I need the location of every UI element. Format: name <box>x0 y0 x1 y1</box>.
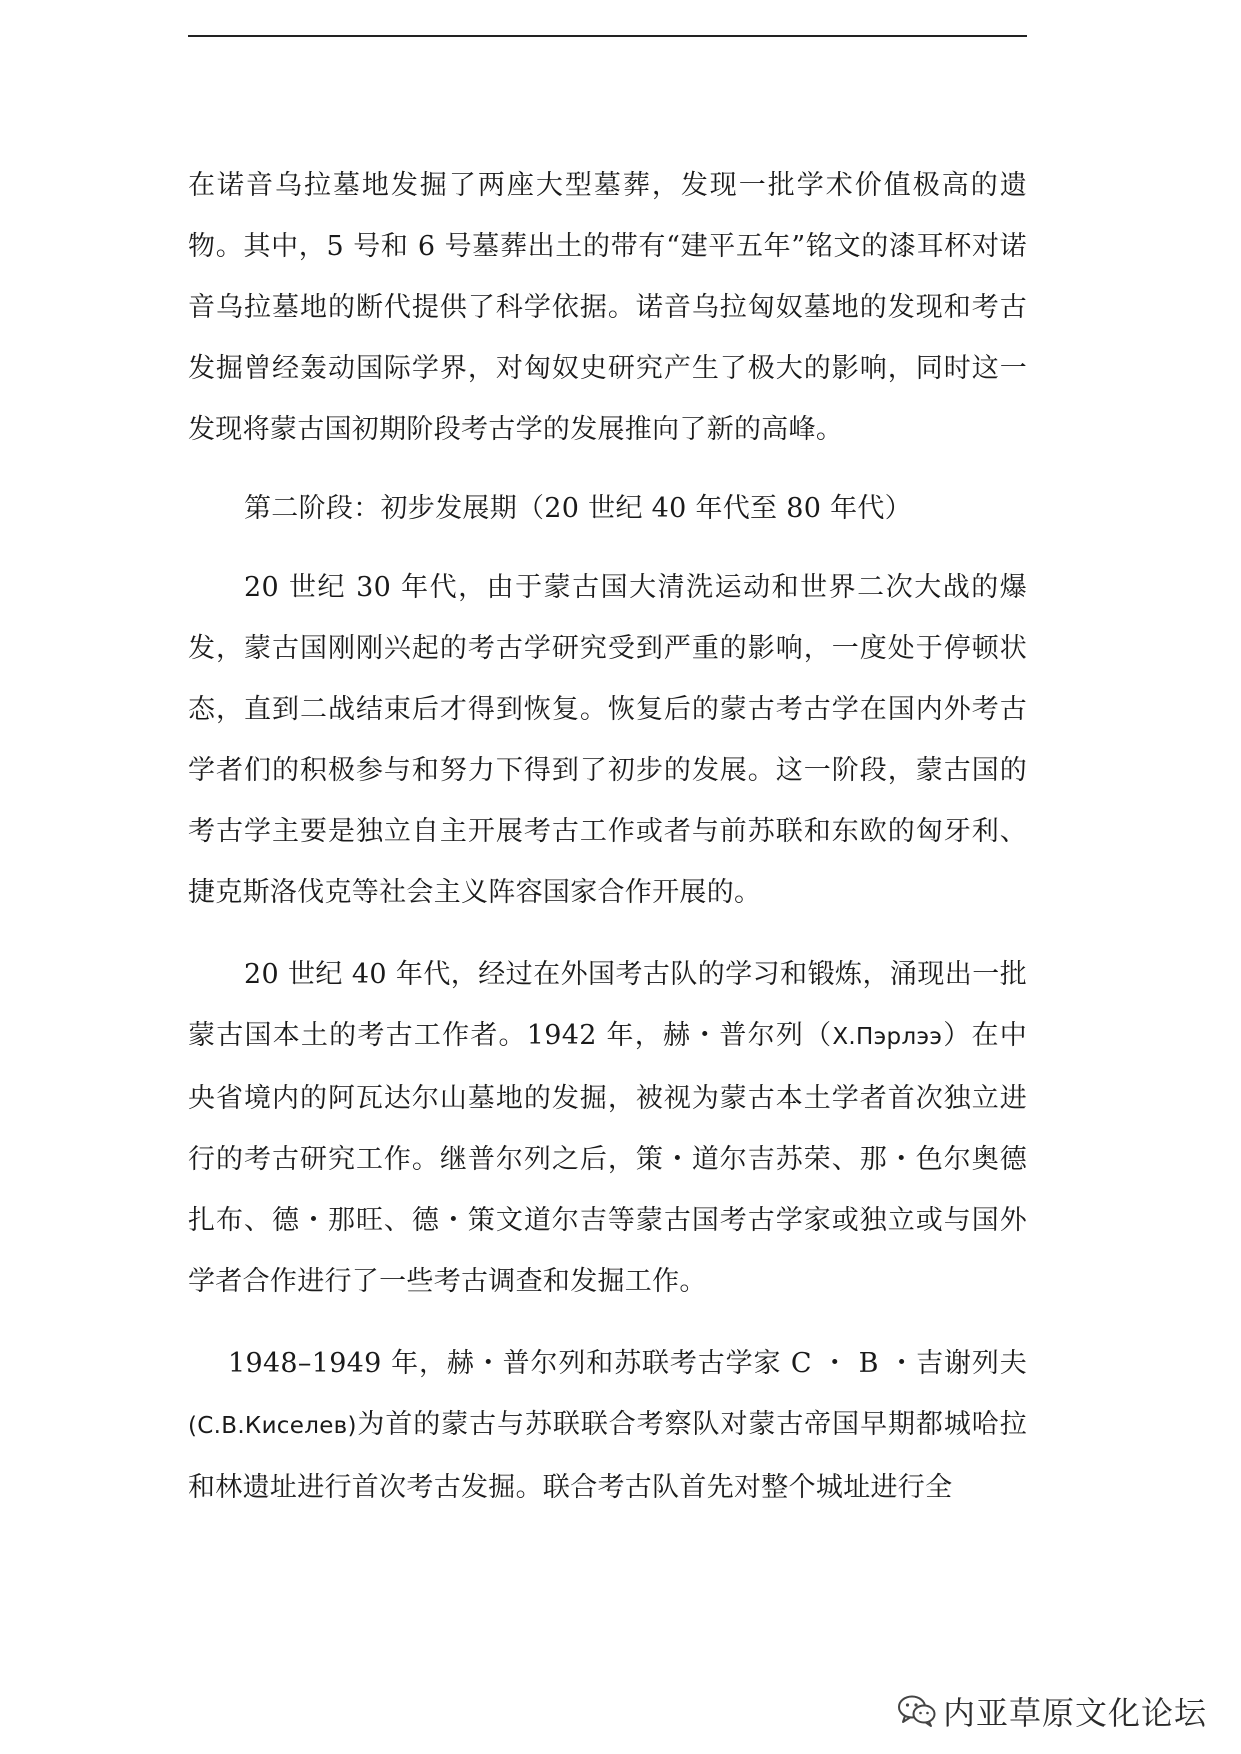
paragraph-1: 在诺音乌拉墓地发掘了两座大型墓葬，发现一批学术价值极高的遗物。其中，5 号和 6 号墓葬出土的带有“建平五年”铭文的漆耳杯对诺音乌拉墓地的断代提供了科学依据。诺音乌拉匈奴墓地的发现和考古发掘曾经轰动国际学界，对匈奴史研究产生了极大的影响，同时这一发现将蒙古国初期阶段考古学的发展推向了新的高峰。 <box>188 170 1027 445</box>
cyrillic-name: Х.Пэрлээ <box>832 1024 943 1050</box>
wechat-icon <box>897 1694 937 1728</box>
document-body <box>188 155 1027 1518</box>
watermark-text: 内亚草原文化论坛 <box>942 1694 1207 1732</box>
paragraph-3 <box>188 944 1027 1312</box>
cyrillic-name: (С.В.Киселев) <box>188 1413 357 1439</box>
paragraph-4-text-b: 为首的蒙古与苏联联合考察队对蒙古帝国早期都城哈拉和林遗址进行首次考古发掘。联合考古队首先对整个城址进行全 <box>188 1409 1027 1503</box>
paragraph-4 <box>188 1333 1027 1518</box>
section-heading: 第二阶段：初步发展期（20 世纪 40 年代至 80 年代） <box>244 493 912 524</box>
paragraph-4-text-a: 1948–1949 年，赫・普尔列和苏联考古学家 С ・ В ・吉谢列夫 <box>228 1348 1027 1379</box>
watermark-logo <box>897 1688 1207 1734</box>
header-rule <box>188 35 1027 37</box>
paragraph-3-text-b: ）在中央省境内的阿瓦达尔山墓地的发掘，被视为蒙古本土学者首次独立进行的考古研究工作。继普尔列之后，策・道尔吉苏荣、那・色尔奥德扎布、德・那旺、德・策文道尔吉等蒙古国考古学家或独立或与国外学者合作进行了一些考古调查和发掘工作。 <box>188 1020 1027 1297</box>
paragraph-3-text-a: 20 世纪 40 年代，经过在外国考古队的学习和锻炼，涌现出一批蒙古国本土的考古工作者。1942 年，赫・普尔列（ <box>188 959 1027 1051</box>
paragraph-2: 20 世纪 30 年代，由于蒙古国大清洗运动和世界二次大战的爆发，蒙古国刚刚兴起的考古学研究受到严重的影响，一度处于停顿状态，直到二战结束后才得到恢复。恢复后的蒙古考古学在国内外考古学者们的积极参与和努力下得到了初步的发展。这一阶段，蒙古国的考古学主要是独立自主开展考古工作或者与前苏联和东欧的匈牙利、捷克斯洛伐克等社会主义阵容国家合作开展的。 <box>188 572 1027 908</box>
